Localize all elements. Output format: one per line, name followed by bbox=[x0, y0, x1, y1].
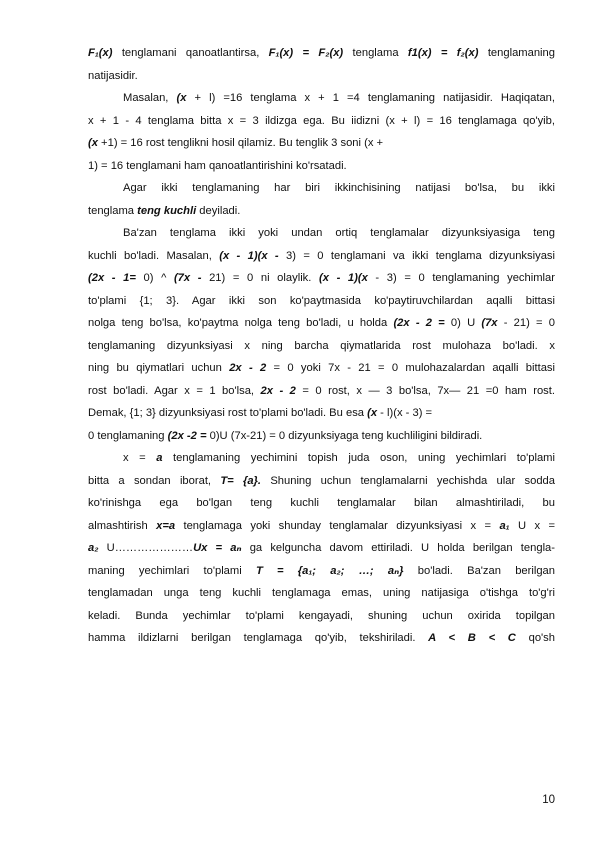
formula: T= {a}. bbox=[220, 474, 262, 487]
formula: x=a bbox=[156, 519, 176, 532]
formula: (2x -2 = bbox=[167, 429, 207, 442]
text-line: tenglamadan unga teng kuchli tenglamaga emas, uning natijasiga o'tishga to'g'ri bbox=[88, 587, 555, 599]
page-number: 10 bbox=[542, 794, 555, 806]
text-line: bitta a sondan iborat, T= {a}. Shuning uchun tenglamalarni yechishda ular sodda bbox=[88, 474, 555, 487]
formula: T = {a₁; a₂; …; aₙ} bbox=[255, 564, 404, 577]
text-line: tenglama teng kuchli deyiladi. bbox=[88, 204, 241, 217]
formula: (x - 1)(x - bbox=[219, 249, 279, 262]
text-line: tenglamaning dizyunksiyasi x ning barcha qiymatlarida rost mulohaza bo'ladi. x bbox=[88, 339, 555, 352]
term-teng-kuchli: teng kuchli bbox=[137, 204, 197, 217]
paragraph-start: Ba'zan tenglama ikki yoki undan ortiq tenglamalar dizyunksiyasiga teng bbox=[123, 227, 555, 239]
text-line: ning bu qiymatlari uchun 2x - 2 = 0 yoki 7x - 21 = 0 mulohazalardan aqalli bittasi bbox=[88, 362, 555, 374]
text-line: (x +1) = 16 rost tenglikni hosil qilamiz. Bu tenglik 3 soni (x + bbox=[88, 137, 384, 149]
text-line: ko'rinishga ega bo'lgan teng kuchli tenglamalar bilan almashtiriladi, bu bbox=[88, 497, 555, 509]
paragraph-start: Masalan, (x + l) =16 tenglama x + 1 =4 tenglamaning natijasidir. Haqiqatan, bbox=[123, 92, 555, 104]
formula: (2x - 2 = bbox=[393, 317, 445, 329]
formula: (7x bbox=[481, 317, 498, 329]
text-line: hamma ildizlarni berilgan tenglamaga qo'yib, tekshiriladi. A < B < C qo'sh bbox=[88, 632, 555, 644]
text-line: F₁(x) tenglamani qanoatlantirsa, F₁(x) = F₂(x) tenglama f1(x) = f₂(x) tenglamaning bbox=[88, 47, 555, 59]
text-line: x + 1 - 4 tenglama bitta x = 3 ildizga ega. Bu iidizni (x + l) = 16 tenglamaga qo'yib, bbox=[88, 114, 555, 127]
text-line: almashtirish x=a tenglamaga yoki shunday tenglamalar dizyunksiyasi x = a₁ U x = bbox=[88, 519, 556, 532]
formula: F₁(x) bbox=[88, 47, 113, 59]
formula: (7x - bbox=[173, 272, 202, 284]
formula: (x bbox=[176, 92, 187, 104]
formula: a₂ bbox=[88, 542, 99, 554]
formula: f1(x) = f₂(x) bbox=[407, 47, 479, 59]
formula: (x bbox=[367, 407, 378, 419]
formula: (x - 1)(x bbox=[319, 272, 368, 284]
formula: Ux = aₙ bbox=[193, 542, 242, 554]
text-line: rost bo'ladi. Agar x = 1 bo'lsa, 2x - 2 = 0 rost, x — 3 bo'lsa, 7x— 21 =0 ham rost. bbox=[88, 384, 555, 397]
formula: A < B < C bbox=[428, 632, 516, 644]
formula: 2x - 2 bbox=[229, 362, 267, 374]
text-line: kuchli bo'ladi. Masalan, (x - 1)(x - 3) = 0 tenglamani va ikki tenglama dizyunksiyasi bbox=[88, 249, 555, 262]
text-line: maning yechimlari to'plami T = {a₁; a₂; …; aₙ} bo'ladi. Ba'zan berilgan bbox=[88, 564, 555, 577]
formula: a bbox=[156, 452, 163, 464]
text-line: 0 tenglamaning (2x -2 = 0)U (7x-21) = 0 dizyunksiyaga teng kuchliligini bildiradi. bbox=[88, 429, 483, 442]
text-line: to'plami {1; 3}. Agar ikki son ko'paytmasida ko'paytiruvchilardan aqalli bittasi bbox=[88, 294, 555, 307]
text-line: a₂ U…………………Ux = aₙ ga kelguncha davom ettiriladi. U holda berilgan tengla- bbox=[88, 542, 555, 554]
text-line: keladi. Bunda yechimlar to'plami kengayadi, shuning uchun oxirida topilgan bbox=[88, 609, 555, 622]
formula: F₁(x) = F₂(x) bbox=[268, 47, 344, 59]
text-line: nolga teng bo'lsa, ko'paytma nolga teng bo'ladi, u holda (2x - 2 = 0) U (7x - 21) = 0 bbox=[88, 317, 555, 329]
document-body bbox=[88, 42, 555, 650]
formula: (x bbox=[88, 137, 98, 149]
text-line: 1) = 16 tenglamani ham qanoatlantirishini ko'rsatadi. bbox=[88, 159, 347, 172]
paragraph-start: x = a tenglamaning yechimini topish juda oson, uning yechimlari to'plami bbox=[123, 452, 555, 464]
paragraph-start: Agar ikki tenglamaning har biri ikkinchisining natijasi bo'lsa, bu ikki bbox=[123, 182, 555, 194]
formula: (2x - 1= bbox=[88, 272, 136, 284]
text-line: (2x - 1= 0) ^ (7x - 21) = 0 ni olaylik. (x - 1)(x - 3) = 0 tenglamaning yechimlar bbox=[88, 272, 555, 284]
text-line: Demak, {1; 3} dizyunksiyasi rost to'plami bo'ladi. Bu esa (x - l)(x - 3) = bbox=[88, 407, 433, 419]
text-line: natijasidir. bbox=[88, 69, 138, 82]
formula: 2x - 2 bbox=[260, 384, 296, 397]
formula: a₁ bbox=[499, 519, 510, 532]
